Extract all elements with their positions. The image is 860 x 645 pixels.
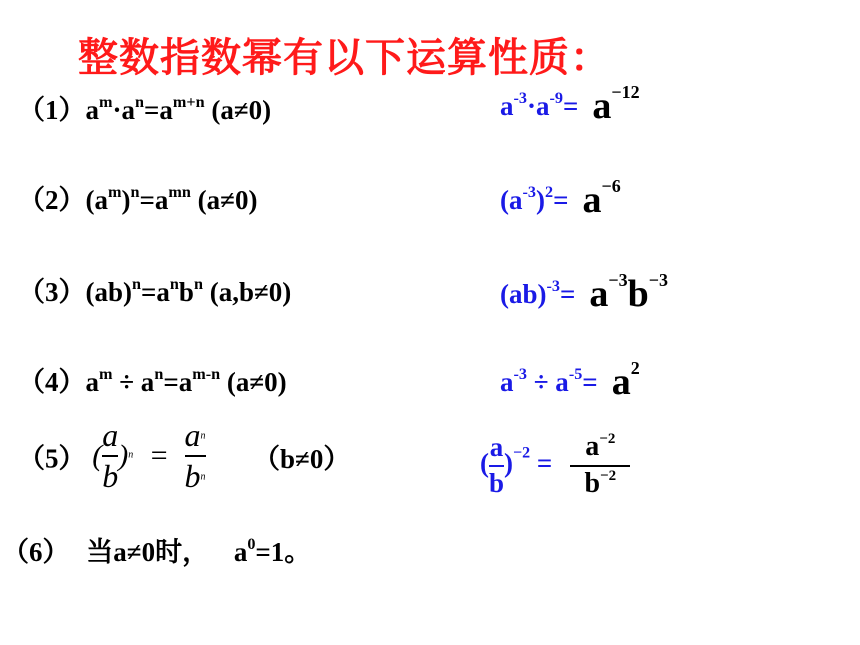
rule-2-condition: (a≠0) [197,185,258,215]
example-5 [480,432,630,500]
example-5-question: ( $\frac{a}{b}$ )$^{-2}$ = [480,432,553,498]
rule-3 [18,270,291,309]
example-3-question: (ab)$^{-3}$= [500,276,576,309]
example-1-answer: $a^{-12}$ [592,82,640,127]
example-1 [500,84,640,128]
rule-3-number: （3） [18,277,86,307]
page-title: 整数指数幂有以下运算性质： [78,35,611,81]
rule-4-number: （4） [18,367,86,397]
rule-4 [18,360,287,399]
rule-5-condition: （b≠0） [253,443,351,474]
example-2-question: $(a^{-3})^2=$ [500,182,569,215]
rule-1-condition: (a≠0) [211,95,272,125]
example-2 [500,178,621,222]
rule-6-condition: 当a≠0时， [86,537,210,567]
rule-5 [18,418,350,494]
rule-3-condition: (a,b≠0) [209,277,292,307]
example-4 [500,360,640,404]
example-5-answer: $\frac{a^{-2}}{b^{-2}}$ [570,448,630,479]
rule-1 [18,88,271,127]
example-1-question: $a^{-3}\cdot a^{-9}=$ [500,88,579,121]
example-3 [500,272,668,316]
rule-3-formula: $(ab)^n=a^nb^n$ [85,274,203,307]
example-2-answer: $a^{-6}$ [582,176,621,221]
rule-2-formula: $(a^m)^n=a^{mn}$ [85,182,191,215]
rule-2-number: （2） [18,185,86,215]
example-4-question: $a^{-3} \div a^{-5}=$ [500,364,598,397]
rule-4-condition: (a≠0) [226,367,287,397]
rule-6 [2,530,311,569]
rule-4-formula: $a^m \div a^n=a^{m-n}$ [85,364,221,397]
rule-5-formula: ( $\frac{a}{b}$ )$^n$ = $\frac{a^n}{b^n}$ [92,417,206,495]
rule-2 [18,178,257,217]
example-4-answer: $a^2$ [611,358,640,403]
rule-6-number: （6） [2,537,70,567]
rule-6-formula: $a^0=1$。 [233,534,312,567]
rule-5-number: （5） [18,443,86,474]
rule-1-number: （1） [18,95,86,125]
example-3-answer: $a^{-3}b^{-3}$ [589,270,669,315]
rule-1-formula: $a^m\cdot a^n=a^{m+n}$ [85,92,205,125]
